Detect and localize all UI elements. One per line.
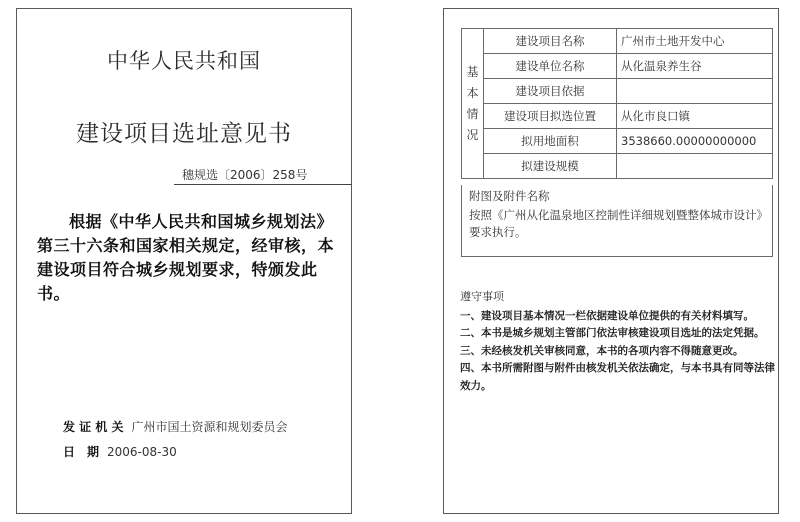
attachments-text: 按照《广州从化温泉地区控制性详细规划暨整体城市设计》要求执行。	[469, 208, 763, 239]
basic-info-table	[461, 28, 773, 179]
date-row	[63, 443, 177, 460]
note-item: 二、本书是城乡规划主管部门依法审核建设项目选址的法定凭据。	[460, 327, 765, 339]
section-label-char: 况	[466, 127, 479, 142]
document-number: 穗规选〔2006〕258号	[182, 168, 308, 182]
issuer-row	[63, 418, 288, 435]
attachments-box	[461, 185, 773, 257]
approval-statement: 根据《中华人民共和国城乡规划法》第三十六条和国家相关规定，经审核，本建设项目符合城乡规划要求，特颁发此书。	[37, 212, 335, 303]
issuer-label: 发 证 机 关	[63, 420, 124, 434]
row-value: 从化市良口镇	[617, 104, 773, 129]
section-label-char: 基	[466, 64, 479, 79]
row-label: 拟建设规模	[484, 154, 617, 179]
row-value: 从化温泉养生谷	[617, 54, 773, 79]
row-value: 3538660.00000000000	[617, 129, 773, 154]
attachments-title: 附图及附件名称	[469, 189, 550, 203]
note-item: 一、建设项目基本情况一栏依据建设单位提供的有关材料填写。	[460, 309, 754, 322]
section-label-char: 情	[466, 106, 479, 121]
row-value	[617, 154, 773, 179]
certificate-details-page	[443, 8, 779, 514]
date-value: 2006-08-30	[107, 445, 177, 459]
row-label: 建设项目拟选位置	[484, 104, 617, 129]
table-row	[462, 29, 773, 54]
row-label: 拟用地面积	[484, 129, 617, 154]
table-row	[462, 129, 773, 154]
certificate-cover-page	[16, 8, 352, 514]
notes-title: 遵守事项	[460, 290, 504, 303]
row-label: 建设项目依据	[484, 79, 617, 104]
row-value	[617, 79, 773, 104]
note-item: 三、未经核发机关审核同意，本书的各项内容不得随意更改。	[460, 344, 744, 357]
row-value: 广州市土地开发中心	[617, 29, 773, 54]
document-title: 建设项目选址意见书	[76, 121, 292, 147]
document-number-underline	[174, 184, 352, 185]
table-row	[462, 79, 773, 104]
country-name: 中华人民共和国	[107, 49, 261, 73]
issuer-value: 广州市国土资源和规划委员会	[131, 420, 288, 434]
section-label-char: 本	[466, 85, 479, 100]
row-label: 建设项目名称	[484, 29, 617, 54]
compliance-notes	[460, 288, 778, 395]
note-item: 四、本书所需附图与附件由核发机关依法确定，与本书具有同等法律效力。	[460, 362, 775, 392]
date-label: 日 期	[63, 445, 100, 459]
table-row	[462, 54, 773, 79]
row-label: 建设单位名称	[484, 54, 617, 79]
basic-info-section-label	[462, 29, 484, 179]
table-row	[462, 104, 773, 129]
table-row	[462, 154, 773, 179]
